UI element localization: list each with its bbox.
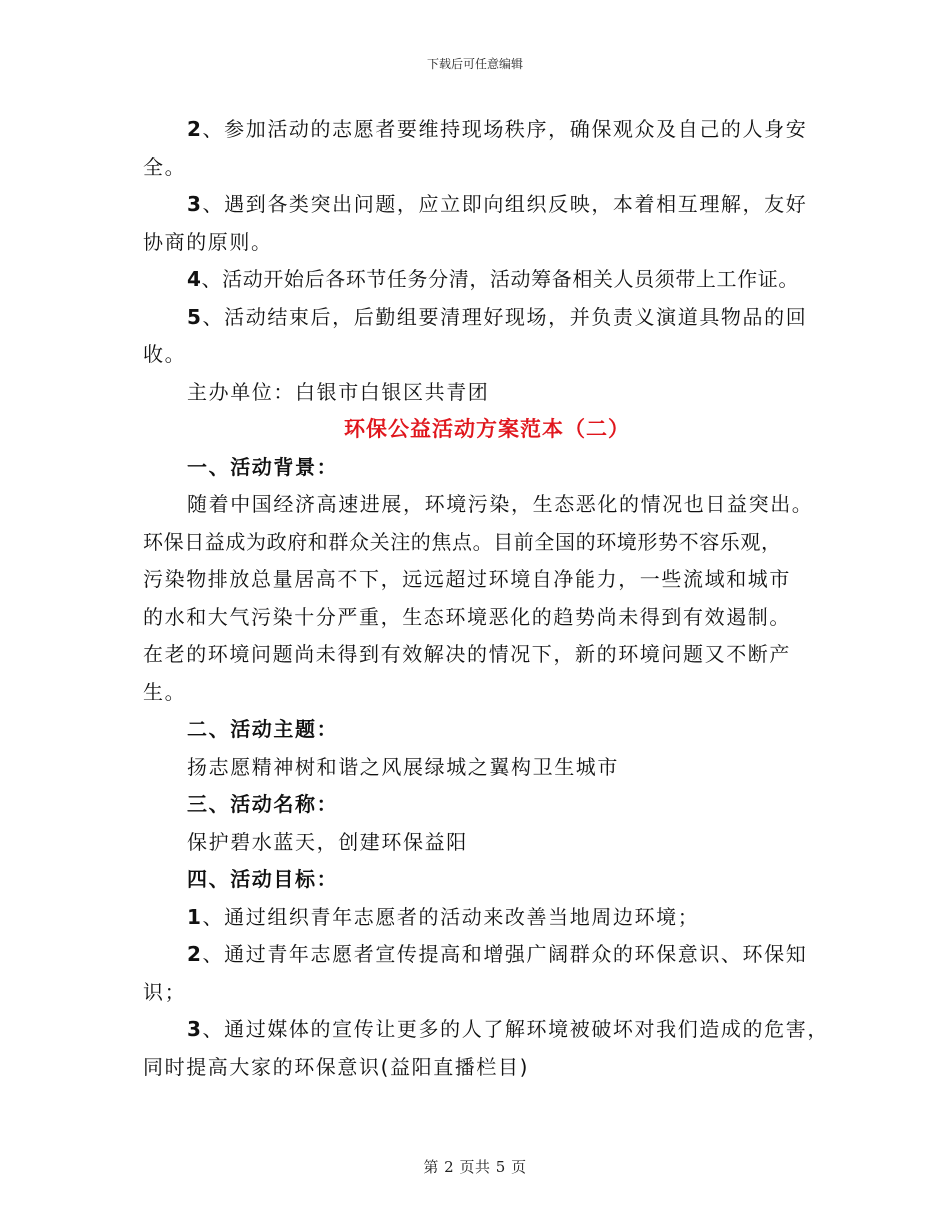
paragraph-continuation: 收。	[143, 342, 187, 366]
paragraph-continuation: 识；	[143, 979, 187, 1004]
paragraph-line: 生。	[143, 679, 187, 704]
goal-item-3	[143, 1011, 829, 1049]
item-text: 、通过媒体的宣传让更多的人了解环境被破坏对我们造成的危害，	[202, 1017, 829, 1041]
item-text: 、通过青年志愿者宣传提高和增强广阔群众的环保意识、环保知	[202, 942, 808, 966]
heading-theme: 二、活动主题：	[187, 717, 339, 741]
item-text: 、通过组织青年志愿者的活动来改善当地周边环境；	[202, 904, 700, 929]
theme-text: 扬志愿精神树和谐之风展绿城之翼构卫生城市	[187, 754, 619, 779]
paragraph-line: 的水和大气污染十分严重，生态环境恶化的趋势尚未得到有效遏制。	[143, 604, 791, 629]
paragraph-line: 污染物排放总量居高不下，远远超过环境自净能力，一些流域和城市	[143, 567, 791, 591]
heading-name: 三、活动名称：	[187, 792, 339, 816]
paragraph-line: 环保日益成为政府和群众关注的焦点。目前全国的环境形势不容乐观，	[143, 529, 782, 554]
item-number: 3	[187, 1017, 203, 1041]
item-text: 、参加活动的志愿者要维持现场秩序，确保观众及自己的人身安	[202, 117, 808, 141]
paragraph-continuation: 协商的原则。	[143, 229, 273, 254]
item-number: 5	[187, 304, 203, 329]
document-body	[143, 111, 829, 1086]
item-text: 、活动结束后，后勤组要清理好现场，并负责义演道具物品的回	[202, 304, 808, 329]
item-text: 、遇到各类突出问题，应立即向组织反映，本着相互理解，友好	[202, 192, 808, 216]
item-number: 2	[187, 117, 203, 141]
page-footer: 第 2 页共 5 页	[423, 1158, 527, 1176]
item-number: 4	[187, 267, 202, 291]
organizer-line: 主办单位：白银市白银区共青团	[187, 379, 490, 404]
paragraph-continuation: 同时提高大家的环保意识(益阳直播栏目)	[143, 1054, 530, 1079]
item-number: 1	[187, 904, 203, 929]
section-title: 环保公益活动方案范本（二）	[344, 417, 630, 441]
item-text: 、活动开始后各环节任务分清，活动筹备相关人员须带上工作证。	[201, 267, 799, 291]
goal-item-1	[143, 899, 811, 937]
paragraph-line: 在老的环境问题尚未得到有效解决的情况下，新的环境问题又不断产	[143, 642, 791, 666]
paragraph-line: 随着中国经济高速进展，环境污染，生态恶化的情况也日益突出。	[187, 492, 814, 516]
list-item-2	[143, 111, 811, 149]
list-item-5	[143, 299, 811, 337]
name-text: 保护碧水蓝天，创建环保益阳	[187, 829, 468, 854]
list-item-3	[143, 186, 811, 224]
heading-goals: 四、活动目标：	[187, 867, 339, 891]
heading-background: 一、活动背景：	[187, 454, 339, 479]
list-item-4	[143, 261, 811, 299]
paragraph-continuation: 全。	[143, 154, 187, 179]
goal-item-2	[143, 936, 811, 974]
item-number: 2	[187, 942, 203, 966]
page-header-note: 下载后可任意编辑	[426, 57, 523, 71]
item-number: 3	[187, 192, 203, 216]
